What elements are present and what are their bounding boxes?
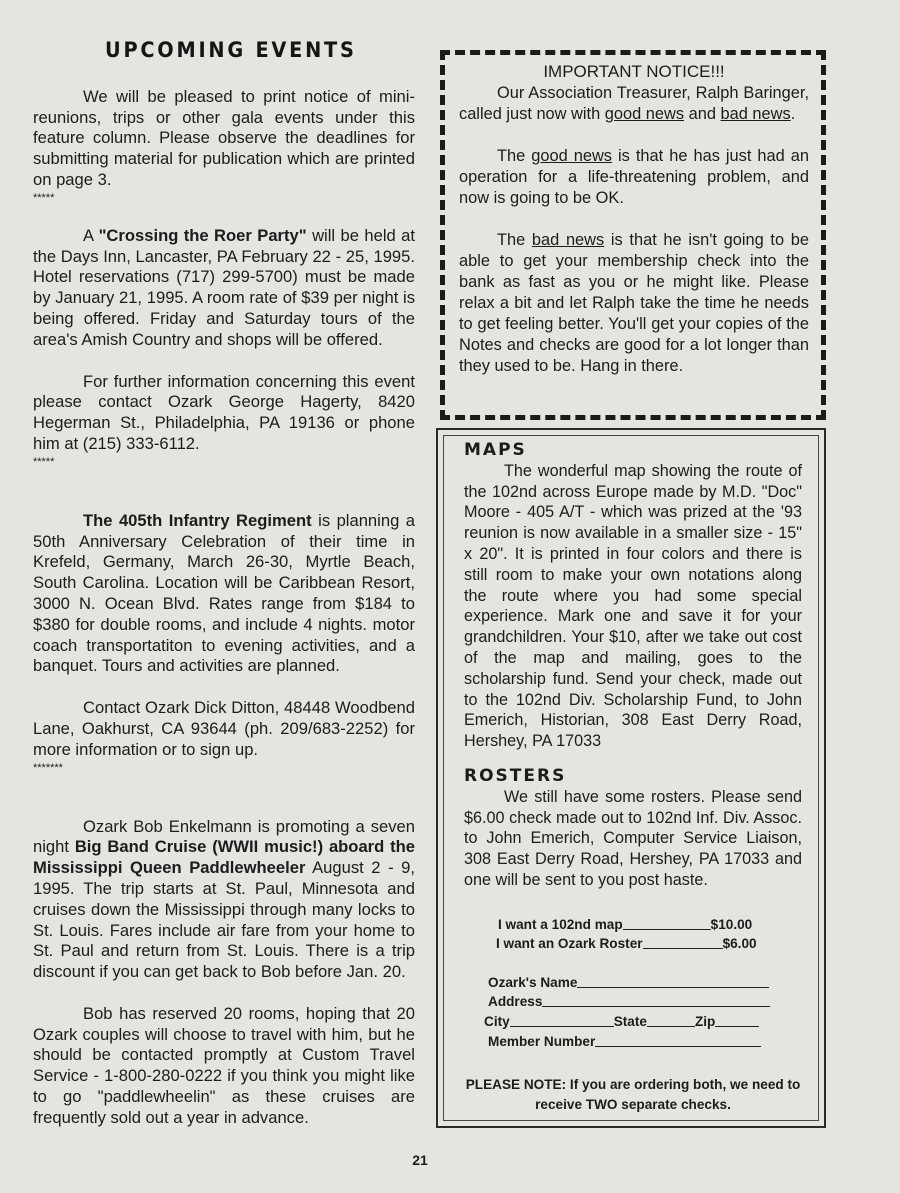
roster-order-label: I want an Ozark Roster <box>496 935 643 951</box>
rosters-title: ROSTERS <box>464 765 567 786</box>
notice-paragraph-2: The good news is that he has just had an operation for a life-threatening problem, and now is going to be OK. <box>459 147 810 207</box>
roer-party-name: "Crossing the Roer Party" <box>98 225 307 245</box>
order-form <box>464 973 802 1051</box>
roer-party-paragraph: A "Crossing the Roer Party" will be held at the Days Inn, Lancaster, PA February 22 - 25, 1995. Hotel reservations (717) 299-5700) must be made by January 21, 1995. A room rate of $39 per night is being offered. Friday and Saturday tours of the area's Amish Country and shops will be offered. <box>33 225 415 349</box>
notice-title: IMPORTANT NOTICE!!! <box>543 62 725 81</box>
important-notice-box <box>440 50 826 420</box>
cruise-rooms-paragraph: Bob has reserved 20 rooms, hoping that 20 Ozark couples will choose to travel with him, but he should be contacted promptly at Custom Travel Service - 1-800-280-0222 if you think you might like to go "paddlewheelin" as these cruises are frequently sold out a year in advance. <box>33 1003 415 1127</box>
infantry-paragraph: The 405th Infantry Regiment is planning a 50th Anniversary Celebration of their time in Krefeld, Germany, March 26-30, Myrtle Beach, South Carolina. Location will be Caribbean Resort, 3000 N. Ocean Blvd. Rates range from $184 to $380 for double rooms, and include 4 nights. motor coach transportatiton to evening activities, and a banquet. Tours and activities are planned. <box>33 510 415 676</box>
member-number-label: Member Number <box>488 1033 596 1049</box>
maps-title: MAPS <box>464 440 527 460</box>
upcoming-events-title: UPCOMING EVENTS <box>105 38 357 62</box>
map-order-label: I want a 102nd map <box>498 916 623 932</box>
state-label: State <box>613 1013 647 1029</box>
city-label: City <box>484 1013 510 1029</box>
notice-paragraph-3: The bad news is that he isn't going to be able to get your membership check into the bank as fast as you or he might like. Please relax a bit and let Ralph take the time he needs to get feeling better. You'll get your copies of the Notes and checks are good for a lot longer than they used to be. Hang in there. <box>459 231 809 375</box>
order-lines <box>464 915 802 953</box>
name-field[interactable] <box>577 973 769 988</box>
cruise-name: Big Band Cruise (WWII music!) aboard the Mississippi Queen Paddlewheeler <box>33 837 415 878</box>
maps-rosters-box <box>436 428 826 1128</box>
map-order-blank[interactable] <box>623 915 711 930</box>
notice-paragraph-1: Our Association Treasurer, Ralph Baringer, called just now with good news and bad news. <box>459 84 809 123</box>
zip-label: Zip <box>694 1013 716 1029</box>
please-note: PLEASE NOTE: If you are ordering both, we need to receive TWO separate checks. <box>465 1077 801 1113</box>
upcoming-events-column <box>33 40 415 1129</box>
city-field[interactable] <box>510 1012 614 1027</box>
roster-order-blank[interactable] <box>643 934 723 949</box>
page-number: 21 <box>412 1152 428 1168</box>
infantry-contact-paragraph: Contact Ozark Dick Ditton, 48448 Woodbend Lane, Oakhurst, CA 93644 (ph. 209/683-2252) for more information or to sign up. <box>33 698 415 759</box>
name-label: Ozark's Name <box>488 974 578 990</box>
roster-order-price: $6.00 <box>722 935 757 951</box>
maps-text: The wonderful map showing the route of the 102nd across Europe made by M.D. "Doc" Moore - 405 A/T - which was prized at the '93 reunion is now available in a smaller size - 15" x 20". It is printed in four colors and there is still room to make your own notations along the route where you had some special experience. Mark one and save it for your grandchildren. Your $10, after we take out cost of the map and mailing, goes to the scholarship fund. Send your check, made out to the 102nd Div. Scholarship Fund, to John Emerich, Historian, 308 East Derry Road, Hershey, PA 17033 <box>464 461 802 751</box>
infantry-regiment-name: The 405th Infantry Regiment <box>83 510 312 530</box>
map-order-price: $10.00 <box>710 916 753 932</box>
cruise-paragraph: Ozark Bob Enkelmann is promoting a seven night Big Band Cruise (WWII music!) aboard the Mississippi Queen Paddlewheeler August 2 - 9, 1995. The trip starts at St. Paul, Minnesota and cruises down the Mississippi through many locks to St. Louis. Fares include air fare from your home to St. Paul and return from St. Louis. There is a trip discount if you can get back to Bob before Jan. 20. <box>33 816 416 982</box>
separator-stars: ***** <box>33 191 55 204</box>
state-field[interactable] <box>647 1012 695 1027</box>
address-field[interactable] <box>542 992 770 1007</box>
separator-stars: ******* <box>33 761 63 774</box>
address-label: Address <box>488 994 543 1010</box>
separator-stars: ***** <box>33 455 55 468</box>
rosters-text: We still have some rosters. Please send $6.00 check made out to 102nd Inf. Div. Assoc. to John Emerich, Computer Service Liaison, 308 East Derry Road, Hershey, PA 17033 and one will be sent to you post haste. <box>464 787 802 889</box>
zip-field[interactable] <box>715 1012 759 1027</box>
member-number-field[interactable] <box>595 1032 761 1047</box>
roer-contact-paragraph: For further information concerning this event please contact Ozark George Hagerty, 8420 Hegerman St., Philadelphia, PA 19136 or phone him at (215) 333-6112. <box>33 371 415 453</box>
events-intro: We will be pleased to print notice of mini-reunions, trips or other gala events under this feature column. Please observe the deadlines for submitting material for publication which are printed on page 3. <box>33 86 415 189</box>
